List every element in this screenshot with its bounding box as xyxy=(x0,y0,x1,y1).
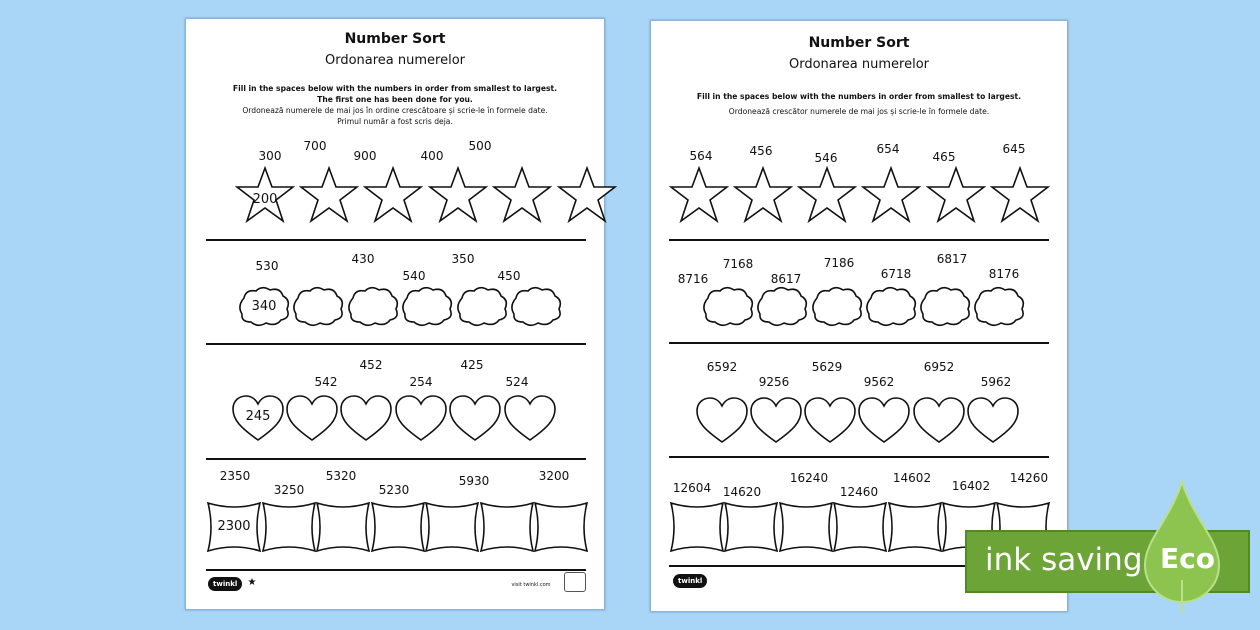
star-answer-box[interactable] xyxy=(926,166,986,228)
cloud-answer-box[interactable] xyxy=(754,284,810,332)
example-answer: 200 xyxy=(252,192,278,207)
row-divider xyxy=(206,343,586,345)
number-to-sort: 12604 xyxy=(672,481,712,495)
example-answer: 245 xyxy=(245,409,271,424)
number-to-sort: 254 xyxy=(409,375,433,389)
number-to-sort: 8176 xyxy=(988,267,1020,281)
cloud-answer-box[interactable] xyxy=(454,284,510,332)
number-to-sort: 16240 xyxy=(789,471,829,485)
instruction-text-ro: Primul număr a fost scris deja. xyxy=(337,117,453,126)
number-to-sort: 6592 xyxy=(706,360,738,374)
instruction-text: The first one has been done for you. xyxy=(317,95,473,104)
row-divider xyxy=(206,458,586,460)
worksheet-page-1 xyxy=(185,18,605,610)
page-subtitle: Ordonarea numerelor xyxy=(788,57,930,72)
visit-link[interactable]: visit twinkl.com xyxy=(511,582,551,588)
eco-label: Eco xyxy=(1160,542,1215,575)
row-divider xyxy=(669,456,1049,458)
star-answer-box[interactable] xyxy=(797,166,857,228)
badge-text: ink saving xyxy=(985,542,1143,578)
number-to-sort: 645 xyxy=(1002,142,1026,156)
number-to-sort: 5230 xyxy=(378,483,410,497)
heart-answer-box[interactable] xyxy=(339,394,393,446)
heart-answer-box[interactable] xyxy=(695,396,749,448)
page-title: Number Sort xyxy=(344,31,446,47)
number-to-sort: 425 xyxy=(460,358,484,372)
number-to-sort: 9256 xyxy=(758,375,790,389)
number-to-sort: 465 xyxy=(932,150,956,164)
number-to-sort: 400 xyxy=(420,149,444,163)
number-to-sort: 3200 xyxy=(538,469,570,483)
cloud-answer-box[interactable] xyxy=(399,284,455,332)
cloud-answer-box[interactable] xyxy=(863,284,919,332)
cloud-answer-box[interactable] xyxy=(345,284,401,332)
number-to-sort: 8716 xyxy=(677,272,709,286)
number-to-sort: 5320 xyxy=(325,469,357,483)
cushion-answer-box[interactable] xyxy=(261,501,317,557)
cushion-answer-box[interactable] xyxy=(832,501,888,557)
number-to-sort: 9562 xyxy=(863,375,895,389)
cushion-answer-box[interactable] xyxy=(424,501,480,557)
number-to-sort: 5629 xyxy=(811,360,843,374)
heart-answer-box[interactable] xyxy=(857,396,911,448)
heart-answer-box[interactable] xyxy=(966,396,1020,448)
number-to-sort: 16402 xyxy=(951,479,991,493)
number-to-sort: 524 xyxy=(505,375,529,389)
number-to-sort: 3250 xyxy=(273,483,305,497)
number-to-sort: 430 xyxy=(351,252,375,266)
heart-answer-box[interactable] xyxy=(503,394,557,446)
number-to-sort: 14260 xyxy=(1009,471,1049,485)
star-answer-box[interactable] xyxy=(557,166,617,228)
number-to-sort: 5962 xyxy=(980,375,1012,389)
number-to-sort: 7168 xyxy=(722,257,754,271)
cloud-answer-box[interactable] xyxy=(508,284,564,332)
number-to-sort: 452 xyxy=(359,358,383,372)
cloud-answer-box[interactable] xyxy=(809,284,865,332)
number-to-sort: 14602 xyxy=(892,471,932,485)
cloud-answer-box[interactable] xyxy=(971,284,1027,332)
number-to-sort: 450 xyxy=(497,269,521,283)
cushion-answer-box[interactable] xyxy=(479,501,535,557)
star-answer-box[interactable] xyxy=(733,166,793,228)
row-divider xyxy=(206,569,586,571)
cushion-answer-box[interactable] xyxy=(669,501,725,557)
twinkl-logo: twinkl xyxy=(208,577,242,591)
worksheet-page-2 xyxy=(650,20,1068,612)
quality-badge-icon xyxy=(564,572,586,592)
number-to-sort: 300 xyxy=(258,149,282,163)
number-to-sort: 350 xyxy=(451,252,475,266)
number-to-sort: 8617 xyxy=(770,272,802,286)
star-answer-box[interactable] xyxy=(428,166,488,228)
number-to-sort: 456 xyxy=(749,144,773,158)
number-to-sort: 6718 xyxy=(880,267,912,281)
heart-answer-box[interactable] xyxy=(394,394,448,446)
number-to-sort: 700 xyxy=(303,139,327,153)
star-answer-box[interactable] xyxy=(492,166,552,228)
number-to-sort: 654 xyxy=(876,142,900,156)
example-answer: 340 xyxy=(251,299,277,314)
number-to-sort: 546 xyxy=(814,151,838,165)
cloud-answer-box[interactable] xyxy=(290,284,346,332)
number-to-sort: 7186 xyxy=(823,256,855,270)
number-to-sort: 530 xyxy=(255,259,279,273)
cushion-answer-box[interactable] xyxy=(723,501,779,557)
example-answer: 2300 xyxy=(217,519,251,534)
cushion-answer-box[interactable] xyxy=(533,501,589,557)
twinkl-logo: twinkl xyxy=(673,574,707,588)
number-to-sort: 12460 xyxy=(839,485,879,499)
number-to-sort: 564 xyxy=(689,149,713,163)
page-subtitle: Ordonarea numerelor xyxy=(324,53,466,68)
cushion-answer-box[interactable] xyxy=(370,501,426,557)
star-icon: ★ xyxy=(247,577,257,588)
heart-answer-box[interactable] xyxy=(803,396,857,448)
cushion-answer-box[interactable] xyxy=(887,501,943,557)
heart-answer-box[interactable] xyxy=(749,396,803,448)
number-to-sort: 900 xyxy=(353,149,377,163)
heart-answer-box[interactable] xyxy=(285,394,339,446)
heart-answer-box[interactable] xyxy=(448,394,502,446)
number-to-sort: 5930 xyxy=(458,474,490,488)
star-answer-box[interactable] xyxy=(990,166,1050,228)
row-divider xyxy=(669,342,1049,344)
cloud-answer-box[interactable] xyxy=(700,284,756,332)
cushion-answer-box[interactable] xyxy=(778,501,834,557)
heart-answer-box[interactable] xyxy=(912,396,966,448)
number-to-sort: 500 xyxy=(468,139,492,153)
instruction-text: Fill in the spaces below with the numbers in order from smallest to largest. xyxy=(232,84,558,93)
number-to-sort: 542 xyxy=(314,375,338,389)
instruction-text-ro: Ordonează numerele de mai jos în ordine crescătoare și scrie-le în formele date. xyxy=(242,106,548,115)
page-title: Number Sort xyxy=(808,35,910,51)
number-to-sort: 6952 xyxy=(923,360,955,374)
cushion-answer-box[interactable] xyxy=(315,501,371,557)
star-answer-box[interactable] xyxy=(861,166,921,228)
cloud-answer-box[interactable] xyxy=(917,284,973,332)
number-to-sort: 540 xyxy=(402,269,426,283)
star-answer-box[interactable] xyxy=(299,166,359,228)
instruction-text: Fill in the spaces below with the numbers in order from smallest to largest. xyxy=(696,92,1022,101)
number-to-sort: 14620 xyxy=(722,485,762,499)
number-to-sort: 2350 xyxy=(219,469,251,483)
row-divider xyxy=(206,239,586,241)
instruction-text-ro: Ordonează crescător numerele de mai jos și scrie-le în formele date. xyxy=(728,107,990,116)
star-answer-box[interactable] xyxy=(363,166,423,228)
star-answer-box[interactable] xyxy=(669,166,729,228)
number-to-sort: 6817 xyxy=(936,252,968,266)
row-divider xyxy=(669,239,1049,241)
